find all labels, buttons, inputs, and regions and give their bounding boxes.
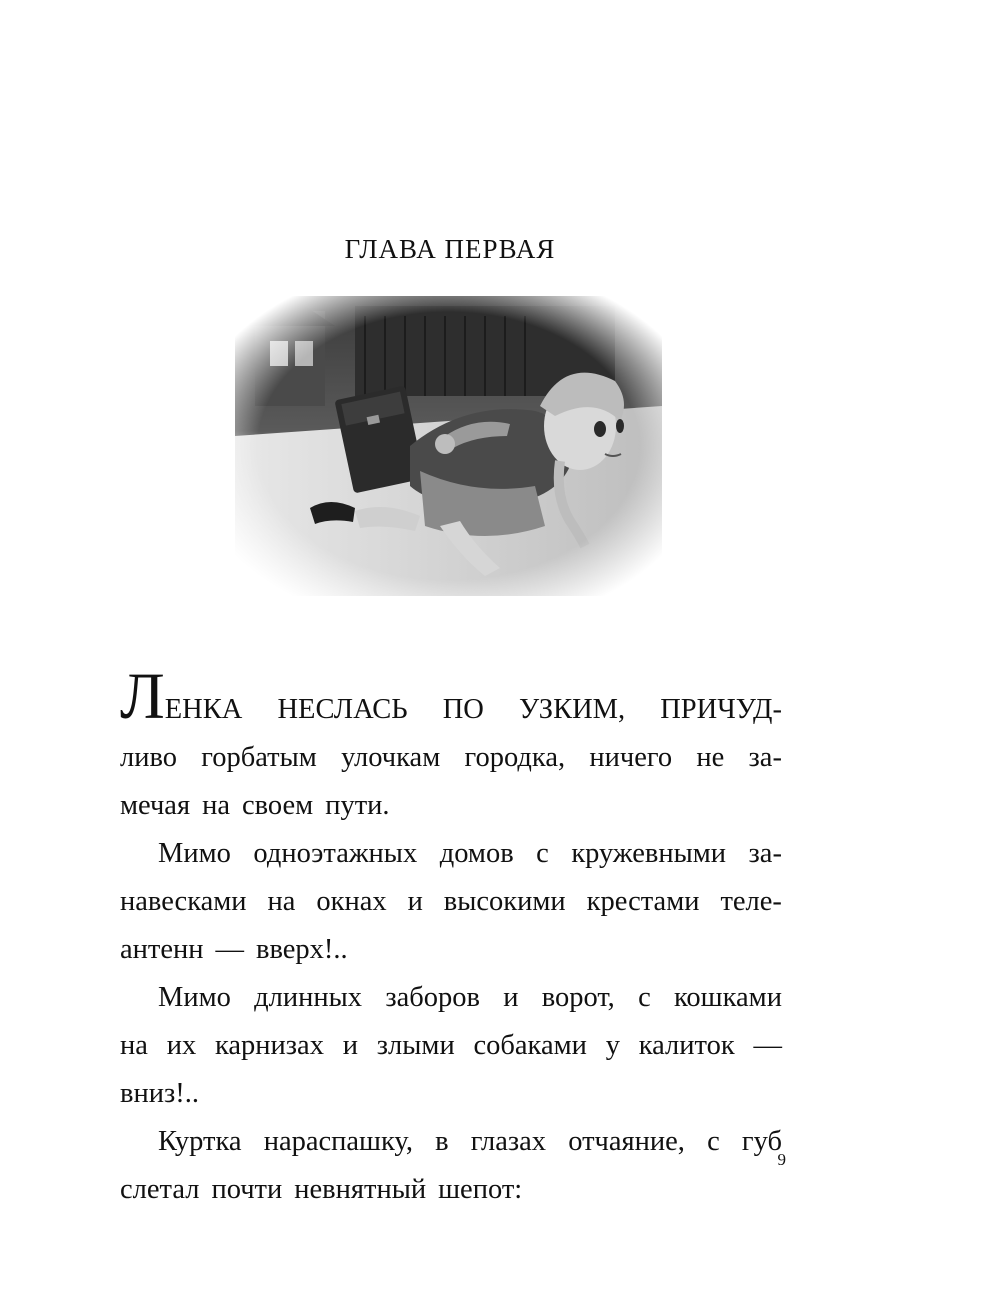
word: городка, — [464, 742, 566, 773]
word: улочкам — [341, 742, 441, 773]
word: слетал — [120, 1174, 200, 1205]
text-line — [120, 926, 782, 974]
word: вниз!.. — [120, 1078, 199, 1109]
word: за- — [748, 838, 782, 869]
word: мечая — [120, 790, 191, 821]
word: ПРИЧУД- — [660, 694, 782, 725]
word: Мимо — [158, 838, 231, 869]
word: вверх!.. — [256, 934, 348, 965]
word: нараспашку, — [263, 1126, 413, 1157]
word: окнах — [316, 886, 387, 917]
word: домов — [439, 838, 514, 869]
chapter-title: ГЛАВА ПЕРВАЯ — [344, 234, 556, 264]
word: с — [638, 982, 651, 1013]
word: за- — [748, 742, 782, 773]
text-line — [120, 878, 782, 926]
text-line — [120, 660, 782, 734]
word: карнизах — [214, 1030, 324, 1061]
word: и — [407, 886, 423, 917]
word: на — [202, 790, 230, 821]
text-line — [120, 734, 782, 782]
word: — — [753, 1030, 782, 1061]
word: их — [166, 1030, 197, 1061]
word: и — [342, 1030, 359, 1061]
drop-cap: Л — [120, 660, 165, 733]
word: почти — [211, 1174, 283, 1205]
word: высокими — [443, 886, 566, 917]
word: ворот, — [541, 982, 615, 1013]
word: на — [267, 886, 296, 917]
word: злыми — [376, 1030, 455, 1061]
word: ливо — [120, 742, 177, 773]
word: Мимо — [158, 982, 231, 1013]
word: длинных — [254, 982, 363, 1013]
word: НЕСЛАСЬ — [277, 694, 408, 725]
word: теле- — [720, 886, 782, 917]
text-line — [120, 974, 782, 1022]
word: ПО — [442, 694, 484, 725]
word: с — [707, 1126, 720, 1157]
word: крестами — [586, 886, 700, 917]
word: губ — [741, 1126, 782, 1157]
word: горбатым — [201, 742, 317, 773]
word: антенн — [120, 934, 204, 965]
word: не — [696, 742, 725, 773]
word: кружевными — [571, 838, 727, 869]
word: — — [215, 934, 245, 965]
word: калиток — [638, 1030, 735, 1061]
word: одноэтажных — [253, 838, 418, 869]
word: ЕНКА — [164, 694, 243, 725]
word: и — [503, 982, 519, 1013]
text-line — [120, 1022, 782, 1070]
text-line — [120, 782, 782, 830]
word: УЗКИМ, — [518, 694, 626, 725]
word: своем — [241, 790, 314, 821]
page-number: 9 — [777, 1150, 786, 1169]
word: собаками — [473, 1030, 587, 1061]
word: пути. — [325, 790, 390, 821]
text-line — [120, 1118, 782, 1166]
first-word — [120, 660, 243, 734]
word: невнятный — [294, 1174, 427, 1205]
word: заборов — [385, 982, 480, 1013]
word: глазах — [470, 1126, 547, 1157]
word: в — [435, 1126, 449, 1157]
word: кошками — [674, 982, 782, 1013]
word: Куртка — [158, 1126, 242, 1157]
word: отчаяние, — [568, 1126, 685, 1157]
girl-running-illustration — [235, 296, 662, 596]
text-line — [120, 830, 782, 878]
word: шепот: — [438, 1174, 523, 1205]
text-line — [120, 1070, 782, 1118]
word: на — [120, 1030, 148, 1061]
text-line — [120, 1166, 782, 1214]
word: у — [605, 1030, 620, 1061]
chapter-text — [120, 660, 782, 1214]
word: ничего — [589, 742, 673, 773]
word: навесками — [120, 886, 247, 917]
word: с — [536, 838, 549, 869]
